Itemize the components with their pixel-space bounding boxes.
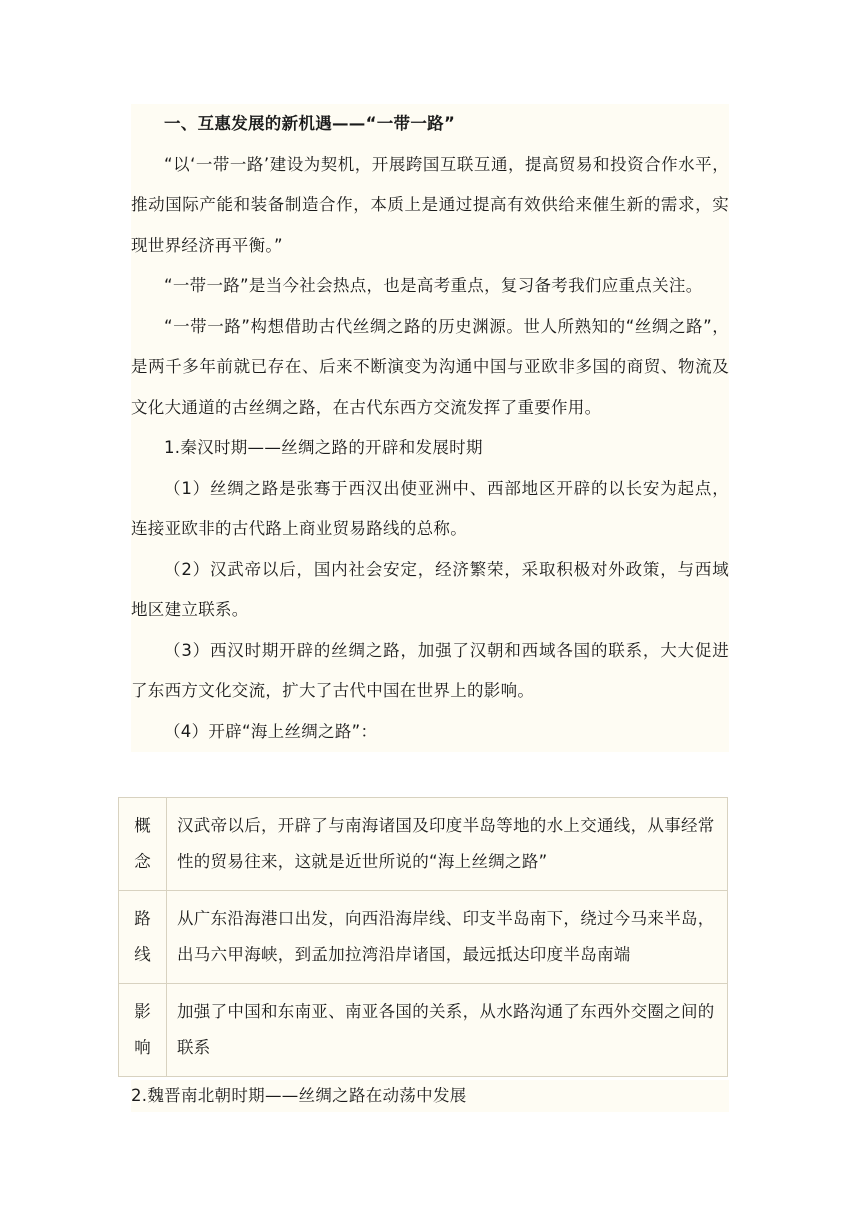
table-row: [119, 798, 728, 891]
section1-point-2: （2）汉武帝以后，国内社会安定，经济繁荣，采取积极对外政策，与西域地区建立联系。: [131, 559, 729, 619]
section1-point-1: （1）丝绸之路是张骞于西汉出使亚洲中、西部地区开辟的以长安为起点，连接亚欧非的古代路上商业贸易路线的总称。: [131, 478, 729, 538]
main-text-block: [131, 104, 729, 752]
section-heading: 一、互惠发展的新机遇——“一带一路”: [164, 114, 456, 133]
silk-road-origin-paragraph: “一带一路”构想借助古代丝绸之路的历史渊源。世人所熟知的“丝绸之路”，是两千多年前就已存在、后来不断演变为沟通中国与亚欧非多国的商贸、物流及文化大通道的古丝绸之路，在古代东西方交流发挥了重要作用。: [131, 316, 729, 417]
hotspot-paragraph: “一带一路”是当今社会热点，也是高考重点，复习备考我们应重点关注。: [164, 276, 703, 295]
section2-title: 2.魏晋南北朝时期——丝绸之路在动荡中发展: [131, 1080, 729, 1112]
table-key-cell: 概念: [119, 798, 167, 891]
table-row: [119, 984, 728, 1077]
table-value-cell: 汉武帝以后，开辟了与南海诸国及印度半岛等地的水上交通线，从事经常性的贸易往来，这就是近世所说的“海上丝绸之路”: [167, 798, 728, 891]
maritime-silk-road-table: [118, 797, 728, 1077]
document-body: [131, 104, 729, 752]
table-key-cell: 路线: [119, 891, 167, 984]
section1-point-3: （3）西汉时期开辟的丝绸之路，加强了汉朝和西域各国的联系，大大促进了东西方文化交流，扩大了古代中国在世界上的影响。: [131, 640, 729, 700]
intro-quote-paragraph: “以‘一带一路’建设为契机，开展跨国互联互通，提高贸易和投资合作水平，推动国际产能和装备制造合作，本质上是通过提高有效供给来催生新的需求，实现世界经济再平衡。”: [131, 154, 729, 255]
table-value-cell: 从广东沿海港口出发，向西沿海岸线、印支半岛南下，绕过今马来半岛，出马六甲海峡，到孟加拉湾沿岸诸国，最远抵达印度半岛南端: [167, 891, 728, 984]
section1-point-4: （4）开辟“海上丝绸之路”：: [164, 721, 378, 741]
section1-title: 1.秦汉时期——丝绸之路的开辟和发展时期: [164, 438, 483, 457]
table-value-cell: 加强了中国和东南亚、南亚各国的关系，从水路沟通了东西外交圈之间的联系: [167, 984, 728, 1077]
table-row: [119, 891, 728, 984]
table-key-cell: 影响: [119, 984, 167, 1077]
